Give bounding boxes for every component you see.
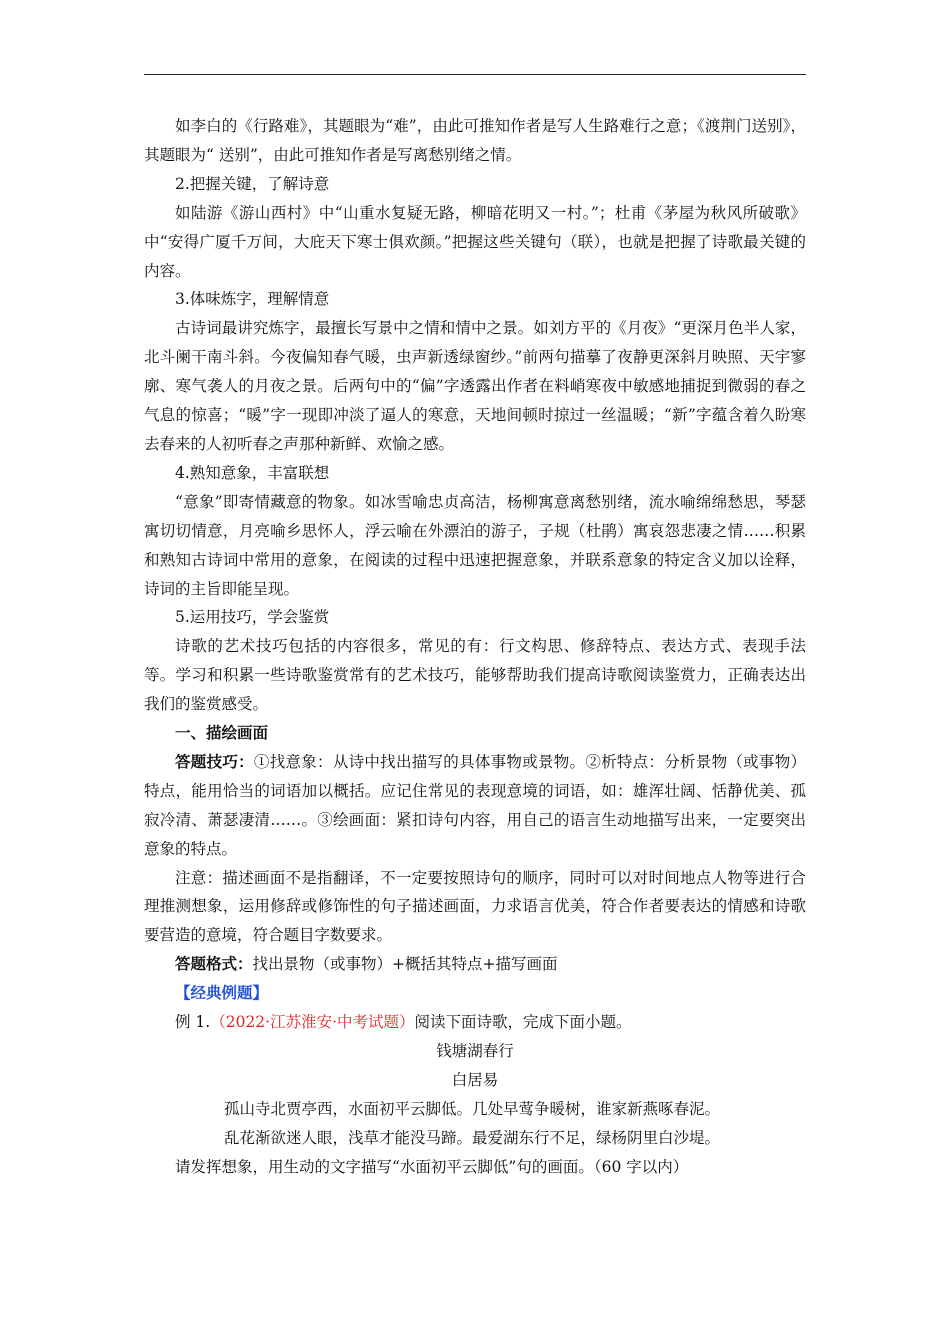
poem-author: 白居易 — [451, 1070, 499, 1089]
tips-text: ①找意象：从诗中找出描写的具体事物或景物。②析特点：分析景物（或事物）特点，能用恰当的词语加以概括。应记住常见的表现意境的词语，如：雄浑壮阔、恬静优美、孤寂冷清、萧瑟凄清……。③绘画面：紧扣诗句内容，用自己的语言生动地描写出来，一定要突出意象的特点。 — [144, 752, 806, 858]
question: 请发挥想象，用生动的文字描写“水面初平云脚低”句的画面。（60 字以内） — [175, 1157, 689, 1176]
poem-title: 钱塘湖春行 — [436, 1042, 514, 1060]
paragraph-word-refining: 古诗词最讲究炼字，最擅长写景中之情和情中之景。如刘方平的《月夜》“更深月色半人家，北斗阑干南斗斜。今夜偏知春气暖，虫声新透绿窗纱。”前两句描摹了夜静更深斜月映照、天宇寥廓、寒气袭人的月夜之景。后两句中的“偏”字透露出作者在料峭寒夜中敏感地捕捉到微弱的春之气息的惊喜；“暖”字一现即冲淡了逼人的寒意，天地间顿时掠过一丝温暖；“新”字蕴含着久盼寒去春来的人初听春之声那种新鲜、欢愉之感。 — [144, 319, 806, 453]
format-label: 答题格式： — [175, 955, 253, 974]
header-rule — [144, 74, 806, 75]
poem-line-2: 乱花渐欲迷人眼，浅草才能没马蹄。最爱湖东行不足，绿杨阴里白沙堤。 — [224, 1128, 721, 1147]
example-source: （2022·江苏淮安·中考试题） — [210, 1013, 415, 1032]
point-2-heading: 2.把握关键，了解诗意 — [175, 174, 330, 193]
tips-label: 答题技巧： — [175, 752, 254, 771]
poem-line-1: 孤山寺北贾亭西，水面初平云脚低。几处早莺争暖树，谁家新燕啄春泥。 — [224, 1099, 721, 1118]
example-prefix: 例 1. — [175, 1013, 211, 1032]
document-body — [144, 112, 806, 1182]
format-text: 找出景物（或事物）+概括其特点+描写画面 — [252, 955, 558, 974]
example-tag: 【经典例题】 — [175, 984, 269, 1003]
paragraph-imagery: “意象”即寄情藏意的物象。如冰雪喻忠贞高洁，杨柳寓意离愁别绪，流水喻绵绵愁思，琴瑟寓切切情意，月亮喻乡思怀人，浮云喻在外漂泊的游子，子规（杜鹃）寓哀怨悲凄之情……积累和熟知古诗词中常用的意象，在阅读的过程中迅速把握意象，并联系意象的特定含义加以诠释，诗词的主旨即能呈现。 — [144, 492, 806, 598]
paragraph-lu-you: 如陆游《游山西村》中“山重水复疑无路，柳暗花明又一村。”；杜甫《茅屋为秋风所破歌》中“安得广厦千万间，大庇天下寒士俱欢颜。”把握这些关键句（联），也就是把握了诗歌最关键的内容。 — [144, 203, 806, 280]
note-paragraph: 注意：描述画面不是指翻译，不一定要按照诗句的顺序，同时可以对时间地点人物等进行合理推测想象，运用修辞或修饰性的句子描述画面，力求语言优美，符合作者要表达的情感和诗歌要营造的意境，符合题目字数要求。 — [144, 868, 806, 945]
point-3-heading: 3.体味炼字，理解情意 — [175, 290, 330, 309]
section-heading: 一、描绘画面 — [175, 724, 269, 743]
tips-paragraph — [144, 748, 806, 864]
example-instruction: 阅读下面诗歌，完成下面小题。 — [414, 1013, 632, 1032]
format-paragraph — [144, 950, 806, 979]
example-intro — [144, 1008, 806, 1037]
paragraph-li-bai: 如李白的《行路难》，其题眼为“难”，由此可推知作者是写人生路难行之意；《渡荆门送别》，其题眼为“ 送别”，由此可推知作者是写离愁别绪之情。 — [144, 117, 806, 164]
paragraph-techniques: 诗歌的艺术技巧包括的内容很多，常见的有：行文构思、修辞特点、表达方式、表现手法等。学习和积累一些诗歌鉴赏常有的艺术技巧，能够帮助我们提高诗歌阅读鉴赏力，正确表达出我们的鉴赏感受。 — [144, 637, 806, 714]
point-4-heading: 4.熟知意象，丰富联想 — [175, 463, 330, 482]
point-5-heading: 5.运用技巧，学会鉴赏 — [175, 608, 330, 627]
